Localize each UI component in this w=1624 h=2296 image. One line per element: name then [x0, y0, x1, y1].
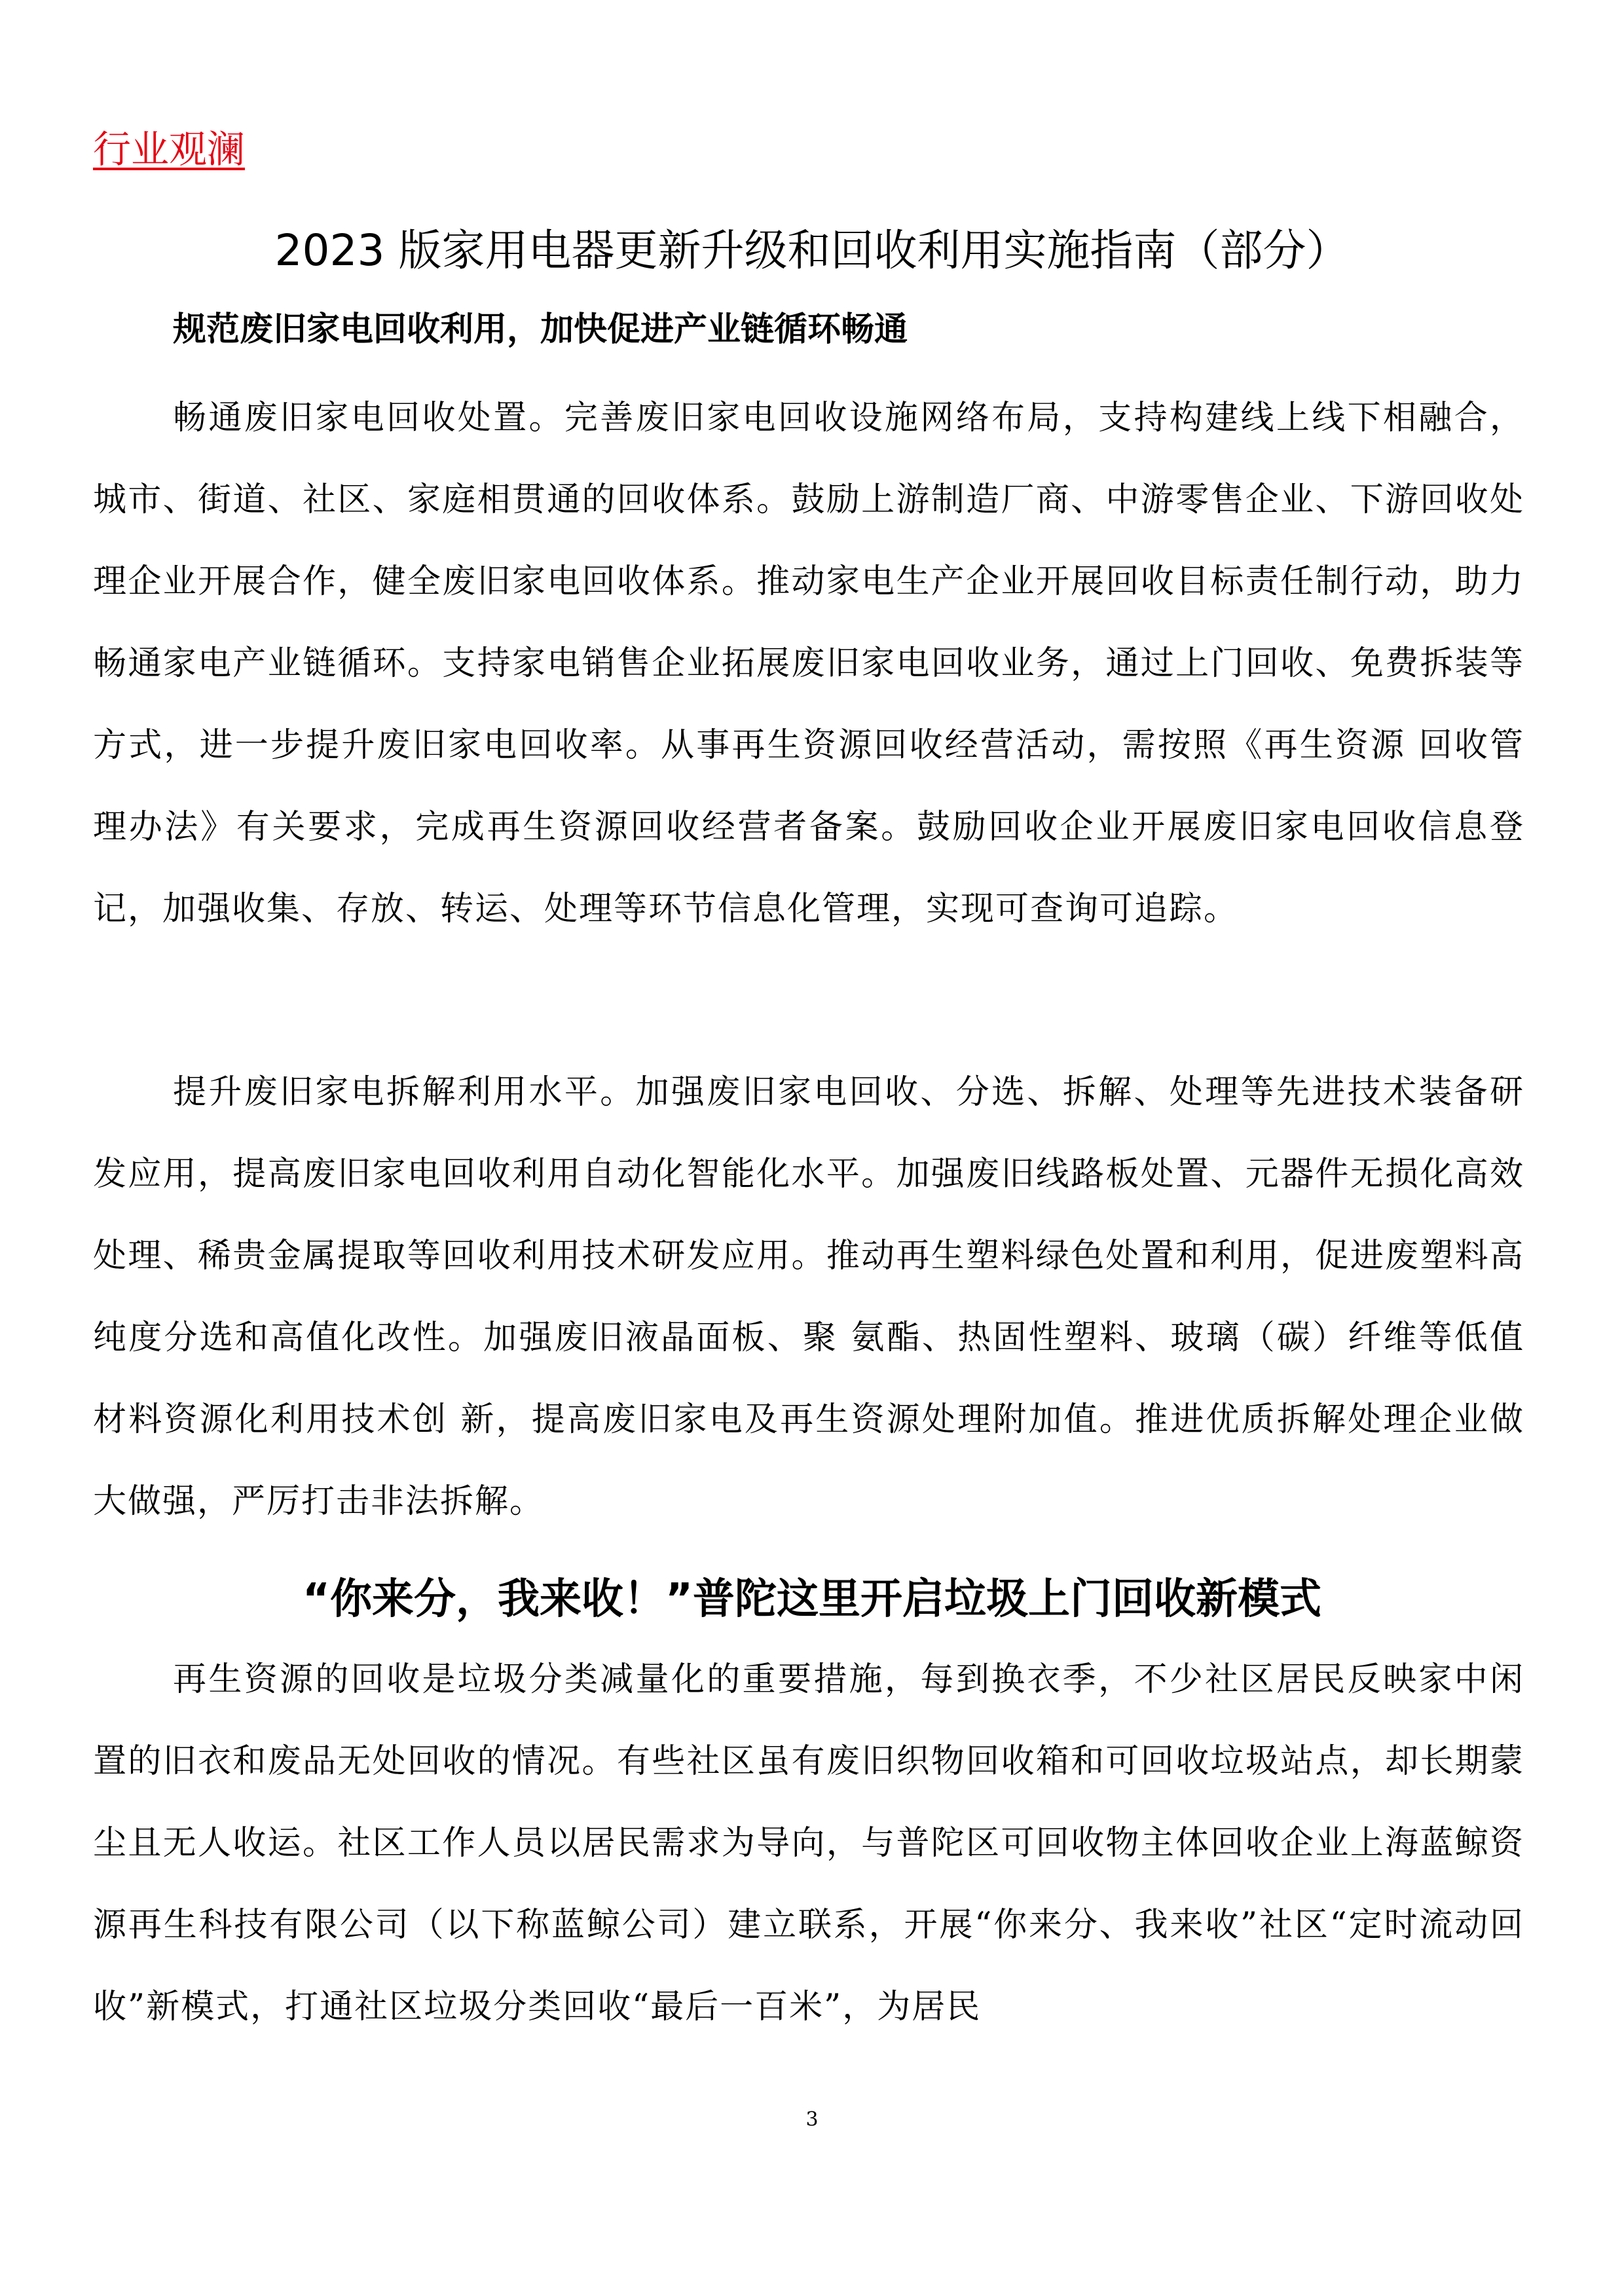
paragraph-community-recycling: 再生资源的回收是垃圾分类减量化的重要措施，每到换衣季，不少社区居民反映家中闲置的旧衣和废品无处回收的情况。有些社区虽有废旧织物回收箱和可回收垃圾站点，却长期蒙尘且无人收运。社区工作人员以居民需求为导向，与普陀区可回收物主体回收企业上海蓝鲸资源再生科技有限公司（以下称蓝鲸公司）建立联系，开展“你来分、我来收”社区“定时流动回收”新模式，打通社区垃圾分类回收“最后一百米”，为居民: [93, 1660, 1524, 2026]
paragraph-dismantling-utilization: 提升废旧家电拆解利用水平。加强废旧家电回收、分选、拆解、处理等先进技术装备研发应用，提高废旧家电回收利用自动化智能化水平。加强废旧线路板处置、元器件无损化高效处理、稀贵金属提取等回收利用技术研发应用。推动再生塑料绿色处置和利用，促进废塑料高纯度分选和高值化改性。加强废旧液晶面板、聚 氨酯、热固性塑料、玻璃（碳）纤维等低值材料资源化利用技术创 新，提高废旧家电及再生资源处理附加值。推进优质拆解处理企业做大做强，严厉打击非法拆解。: [93, 1073, 1524, 1521]
article-title-putuo-recycling: “你来分，我来收！”普陀这里开启垃圾上门回收新模式: [302, 1575, 1322, 1624]
page-number: 3: [805, 2108, 819, 2131]
article-subheading: 规范废旧家电回收利用，加快促进产业链循环畅通: [173, 310, 908, 349]
paragraph-recycling-disposal: 畅通废旧家电回收处置。完善废旧家电回收设施网络布局，支持构建线上线下相融合，城市、街道、社区、家庭相贯通的回收体系。鼓励上游制造厂商、中游零售企业、下游回收处理企业开展合作，健全废旧家电回收体系。推动家电生产企业开展回收目标责任制行动，助力畅通家电产业链循环。支持家电销售企业拓展废旧家电回收业务，通过上门回收、免费拆装等方式，进一步提升废旧家电回收率。从事再生资源回收经营活动，需按照《再生资源 回收管理办法》有关要求，完成再生资源回收经营者备案。鼓励回收企业开展废旧家电回收信息登记，加强收集、存放、转运、处理等环节信息化管理，实现可查询可追踪。: [93, 399, 1524, 928]
section-tag: 行业观澜: [93, 127, 246, 172]
article-title-appliance-guide: 2023 版家用电器更新升级和回收利用实施指南（部分）: [274, 225, 1350, 276]
